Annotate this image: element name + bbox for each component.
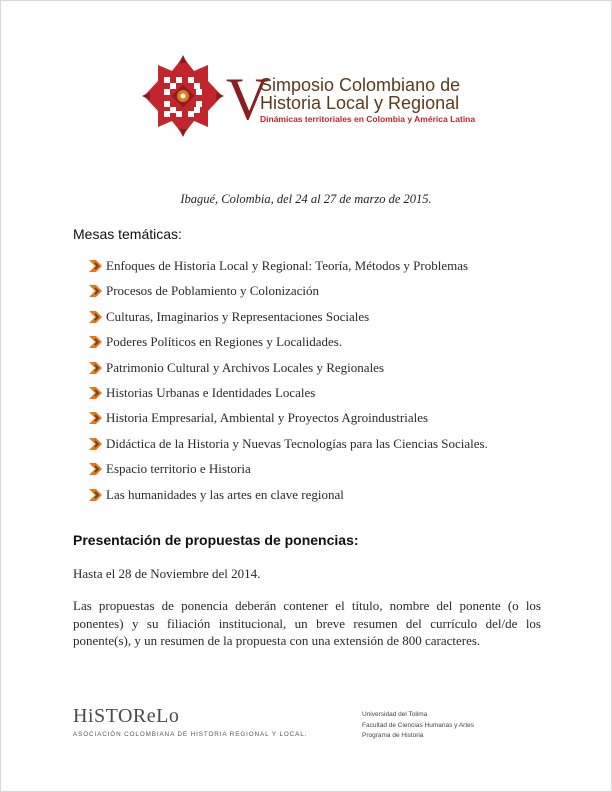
faculty-name: Facultad de Ciencias Humanas y Artes [362, 721, 474, 729]
topic-label: Las humanidades y las artes en clave regional [106, 486, 344, 502]
topic-label: Historia Empresarial, Ambiental y Proyectos Agroindustriales [106, 410, 429, 426]
list-item [88, 385, 488, 410]
topic-label: Culturas, Imaginarios y Representaciones Sociales [106, 308, 370, 324]
submission-requirements: Las propuestas de ponencia deberán contener el título, nombre del ponente (o los ponentes) y su filiación institucional, un breve resumen del currículo del/de los ponente(s), y un resumen de la propuesta con una extensión de 800 caracteres. [73, 598, 541, 648]
symposium-subtitle: Dinámicas territoriales en Colombia y América Latina [260, 114, 476, 124]
topic-label: Procesos de Poblamiento y Colonización [106, 283, 320, 299]
list-item [88, 283, 488, 308]
symposium-logo-icon [142, 55, 224, 137]
mesas-heading: Mesas temáticas: [73, 226, 182, 242]
list-item [88, 309, 488, 334]
arrow-bullet-icon [88, 488, 106, 502]
arrow-bullet-icon [88, 437, 106, 451]
topic-label: Historias Urbanas e Identidades Locales [106, 384, 316, 400]
university-name: Universidad del Tolima [362, 711, 428, 718]
symposium-title-line1: Simposio Colombiano de [260, 75, 461, 95]
association-name: ASOCIACIÓN COLOMBIANA DE HISTORIA REGIONAL Y LOCAL. [73, 731, 308, 738]
program-name: Programa de Historia [362, 732, 424, 739]
institution-block [362, 710, 474, 742]
topic-label: Poderes Políticos en Regiones y Localidades. [106, 334, 343, 350]
symposium-title-line2: Historia Local y Regional [260, 93, 460, 113]
arrow-bullet-icon [88, 310, 106, 324]
arrow-bullet-icon [88, 411, 106, 425]
list-item [88, 461, 488, 486]
submission-deadline: Hasta el 28 de Noviembre del 2014. [73, 566, 261, 581]
arrow-bullet-icon [88, 259, 106, 273]
propuestas-heading: Presentación de propuestas de ponencias: [73, 532, 359, 548]
list-item [88, 436, 488, 461]
arrow-bullet-icon [88, 386, 106, 400]
arrow-bullet-icon [88, 462, 106, 476]
topic-label: Enfoques de Historia Local y Regional: Teoría, Métodos y Problemas [106, 258, 469, 273]
edition-numeral: V [226, 66, 270, 132]
topic-label: Patrimonio Cultural y Archivos Locales y Regionales [106, 359, 385, 375]
event-date-location: Ibagué, Colombia, del 24 al 27 de marzo de 2015. [180, 192, 432, 206]
list-item [88, 487, 488, 512]
arrow-bullet-icon [88, 361, 106, 375]
topic-label: Espacio territorio e Historia [106, 461, 251, 477]
list-item [88, 334, 488, 359]
list-item [88, 360, 488, 385]
arrow-bullet-icon [88, 284, 106, 298]
list-item [88, 258, 488, 283]
symposium-header [142, 55, 476, 140]
arrow-bullet-icon [88, 335, 106, 349]
list-item [88, 410, 488, 435]
topic-label: Didáctica de la Historia y Nuevas Tecnologías para las Ciencias Sociales. [106, 435, 488, 451]
mesas-list [88, 258, 488, 512]
historelo-logo: HiSTOReLo [73, 705, 180, 727]
